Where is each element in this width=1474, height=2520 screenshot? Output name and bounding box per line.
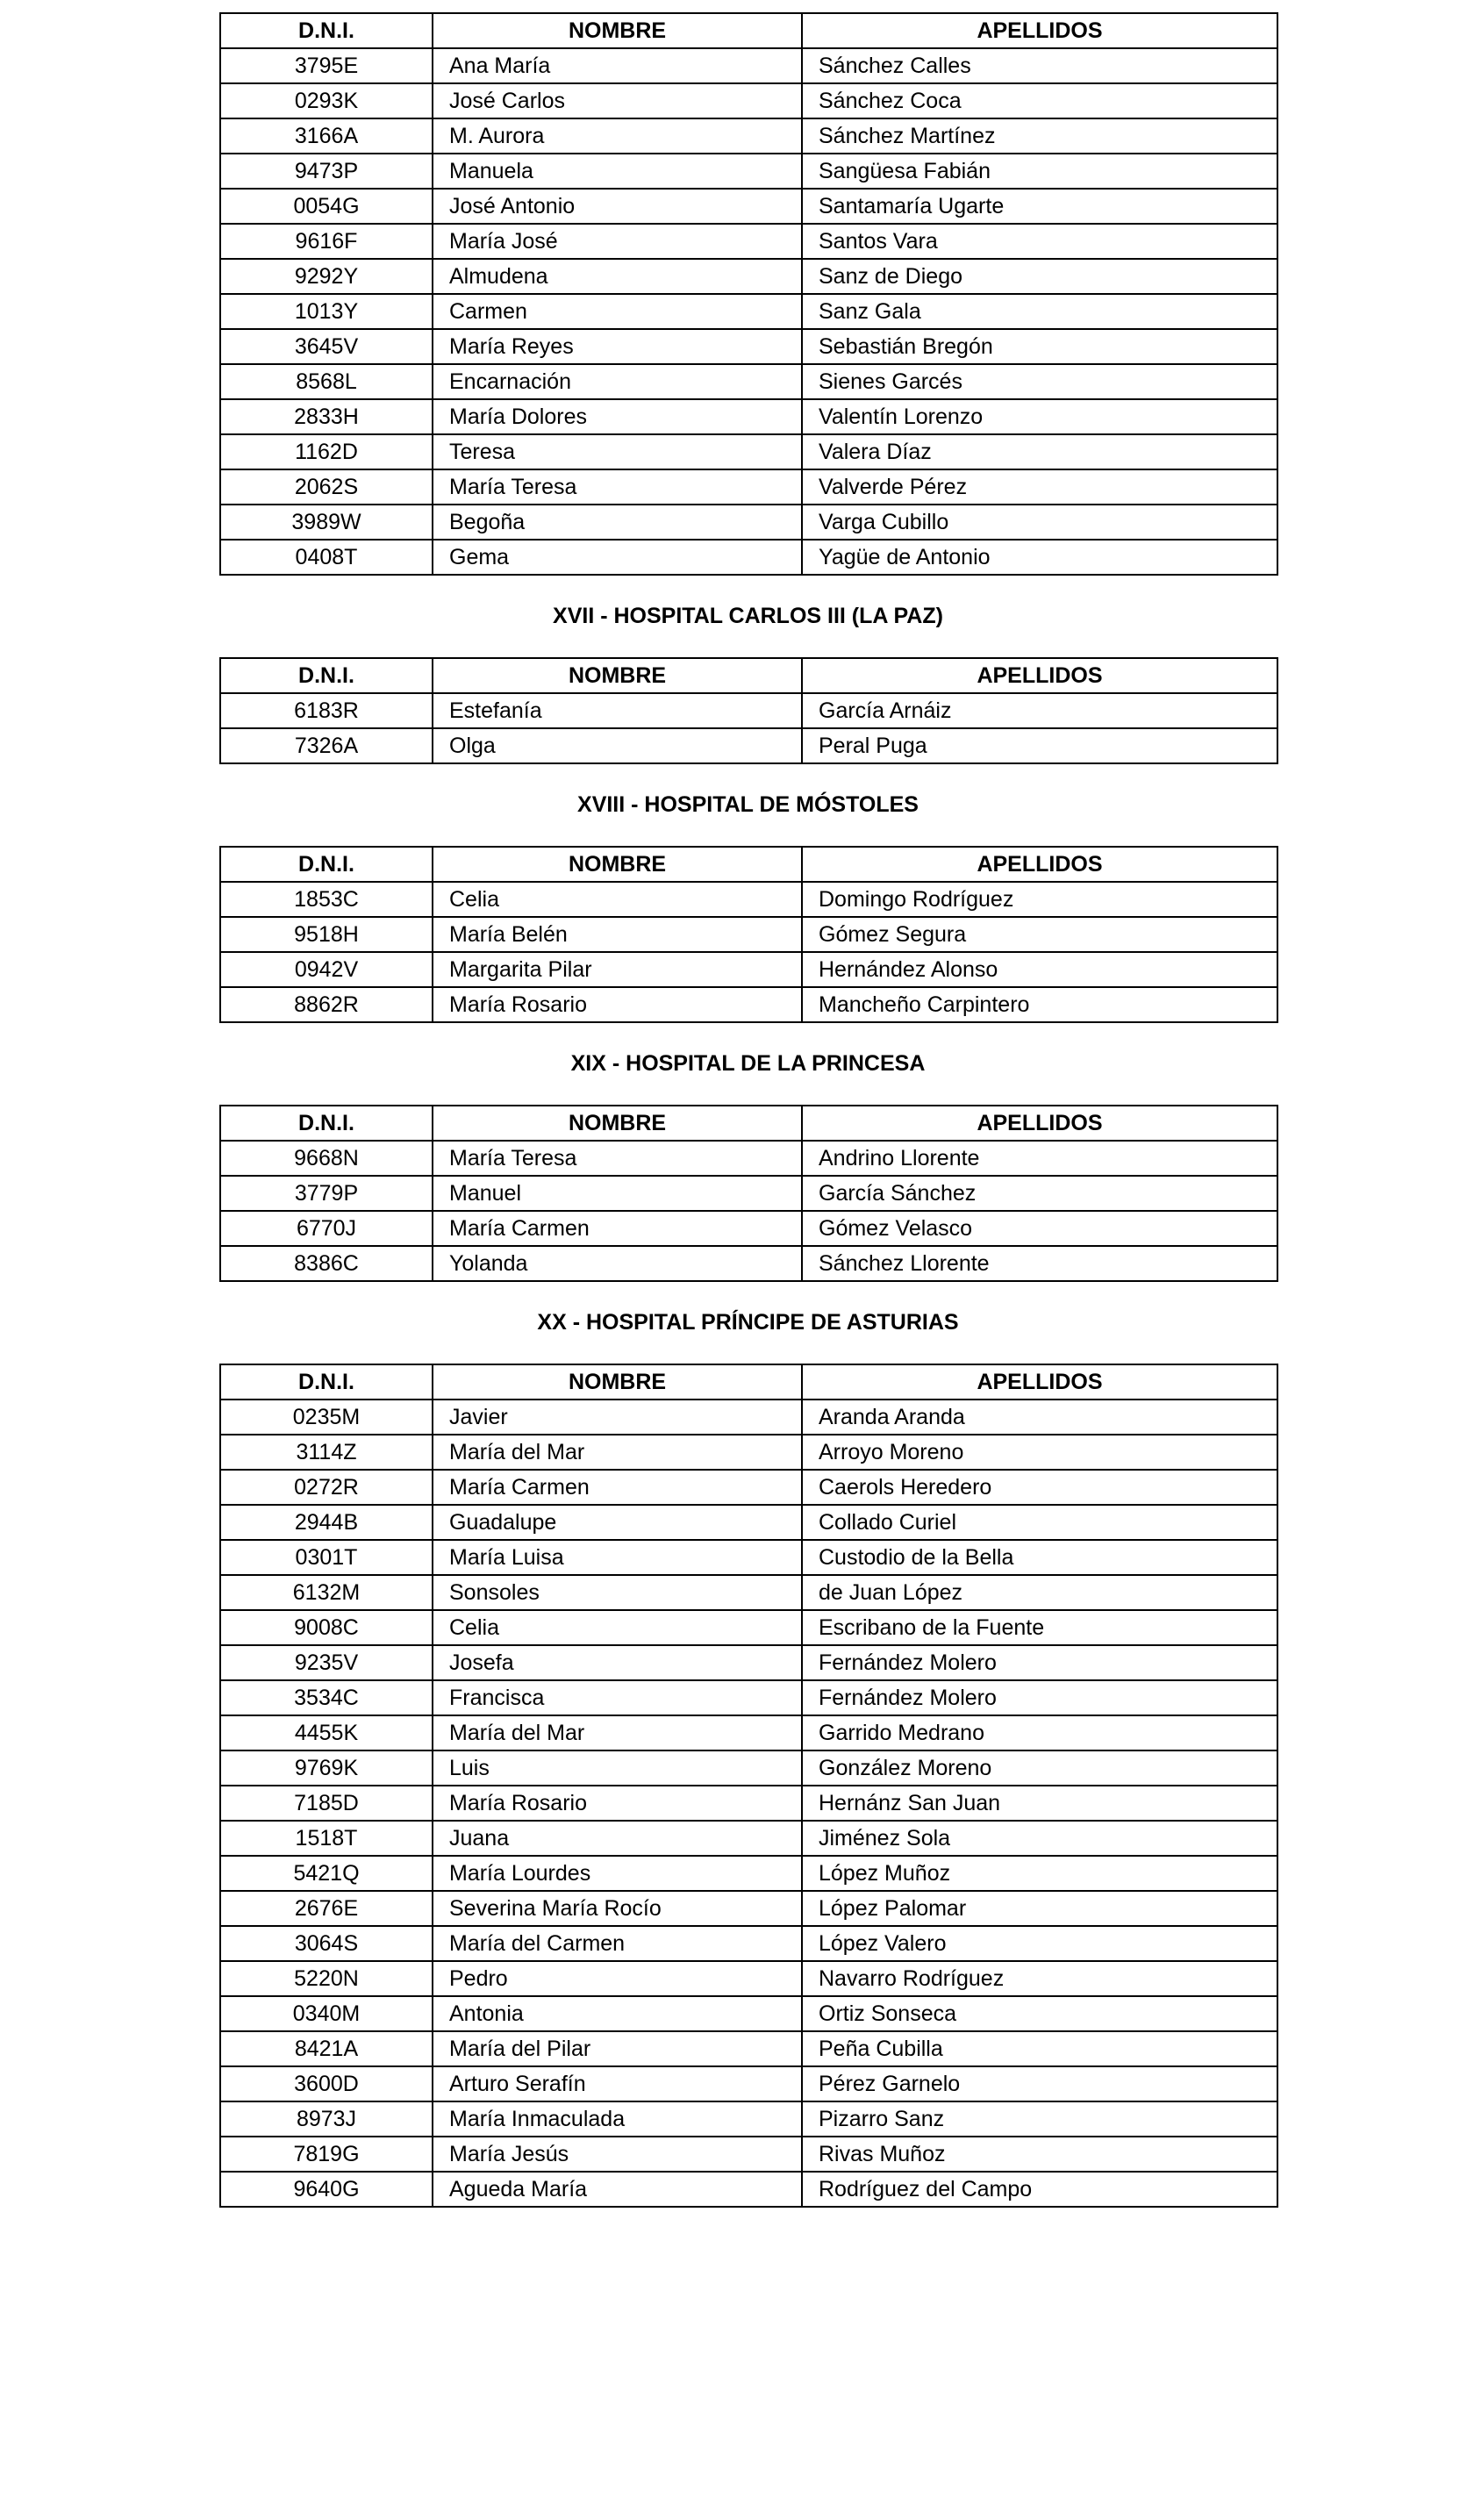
apellidos-cell: Andrino Llorente bbox=[802, 1141, 1277, 1176]
nombre-cell: Josefa bbox=[433, 1645, 802, 1680]
table-row bbox=[220, 1141, 1277, 1176]
apellidos-cell: López Valero bbox=[802, 1926, 1277, 1961]
table-row bbox=[220, 1715, 1277, 1750]
nombre-cell: Arturo Serafín bbox=[433, 2066, 802, 2101]
apellidos-cell: Peral Puga bbox=[802, 728, 1277, 763]
nombre-cell: Celia bbox=[433, 882, 802, 917]
nombre-cell: María Teresa bbox=[433, 469, 802, 505]
apellidos-cell: Sangüesa Fabián bbox=[802, 154, 1277, 189]
table-row bbox=[220, 2031, 1277, 2066]
apellidos-cell: Santos Vara bbox=[802, 224, 1277, 259]
header-nombre: NOMBRE bbox=[433, 13, 802, 48]
nombre-cell: Severina María Rocío bbox=[433, 1891, 802, 1926]
dni-cell: 0942V bbox=[220, 952, 433, 987]
dni-cell: 2944B bbox=[220, 1505, 433, 1540]
apellidos-cell: Gómez Segura bbox=[802, 917, 1277, 952]
table-row bbox=[220, 1540, 1277, 1575]
apellidos-cell: Escribano de la Fuente bbox=[802, 1610, 1277, 1645]
apellidos-cell: Aranda Aranda bbox=[802, 1400, 1277, 1435]
nombre-cell: María del Mar bbox=[433, 1715, 802, 1750]
dni-cell: 8386C bbox=[220, 1246, 433, 1281]
table-row bbox=[220, 1961, 1277, 1996]
nombre-cell: M. Aurora bbox=[433, 118, 802, 154]
table-row bbox=[220, 2101, 1277, 2137]
header-apellidos: APELLIDOS bbox=[802, 13, 1277, 48]
nombre-cell: Yolanda bbox=[433, 1246, 802, 1281]
dni-cell: 9518H bbox=[220, 917, 433, 952]
nombre-cell: Sonsoles bbox=[433, 1575, 802, 1610]
dni-cell: 9640G bbox=[220, 2172, 433, 2207]
table-row bbox=[220, 2172, 1277, 2207]
table-header-row bbox=[220, 847, 1277, 882]
table-row bbox=[220, 434, 1277, 469]
table-row bbox=[220, 540, 1277, 575]
staff-table bbox=[219, 1105, 1278, 1282]
dni-cell: 0293K bbox=[220, 83, 433, 118]
apellidos-cell: González Moreno bbox=[802, 1750, 1277, 1786]
table-row bbox=[220, 2066, 1277, 2101]
apellidos-cell: Ortiz Sonseca bbox=[802, 1996, 1277, 2031]
apellidos-cell: Hernánz San Juan bbox=[802, 1786, 1277, 1821]
staff-table bbox=[219, 12, 1278, 576]
dni-cell: 9235V bbox=[220, 1645, 433, 1680]
apellidos-cell: Garrido Medrano bbox=[802, 1715, 1277, 1750]
apellidos-cell: Caerols Heredero bbox=[802, 1470, 1277, 1505]
dni-cell: 7819G bbox=[220, 2137, 433, 2172]
table-row bbox=[220, 1926, 1277, 1961]
dni-cell: 1518T bbox=[220, 1821, 433, 1856]
nombre-cell: María Dolores bbox=[433, 399, 802, 434]
table-header-row bbox=[220, 658, 1277, 693]
table-row bbox=[220, 693, 1277, 728]
apellidos-cell: Peña Cubilla bbox=[802, 2031, 1277, 2066]
table-row bbox=[220, 1575, 1277, 1610]
dni-cell: 3534C bbox=[220, 1680, 433, 1715]
staff-table bbox=[219, 846, 1278, 1023]
dni-cell: 3166A bbox=[220, 118, 433, 154]
nombre-cell: José Carlos bbox=[433, 83, 802, 118]
table-row bbox=[220, 189, 1277, 224]
dni-cell: 9473P bbox=[220, 154, 433, 189]
table-row bbox=[220, 399, 1277, 434]
table-row bbox=[220, 1610, 1277, 1645]
dni-cell: 3064S bbox=[220, 1926, 433, 1961]
table-row bbox=[220, 1211, 1277, 1246]
table-row bbox=[220, 2137, 1277, 2172]
nombre-cell: Almudena bbox=[433, 259, 802, 294]
table-row bbox=[220, 294, 1277, 329]
dni-cell: 1853C bbox=[220, 882, 433, 917]
nombre-cell: Encarnación bbox=[433, 364, 802, 399]
nombre-cell: María del Mar bbox=[433, 1435, 802, 1470]
dni-cell: 7326A bbox=[220, 728, 433, 763]
nombre-cell: Olga bbox=[433, 728, 802, 763]
header-apellidos: APELLIDOS bbox=[802, 1364, 1277, 1400]
apellidos-cell: Valera Díaz bbox=[802, 434, 1277, 469]
table-row bbox=[220, 83, 1277, 118]
dni-cell: 3795E bbox=[220, 48, 433, 83]
apellidos-cell: Sebastián Bregón bbox=[802, 329, 1277, 364]
table-row bbox=[220, 1176, 1277, 1211]
nombre-cell: Begoña bbox=[433, 505, 802, 540]
nombre-cell: María del Pilar bbox=[433, 2031, 802, 2066]
apellidos-cell: Sienes Garcés bbox=[802, 364, 1277, 399]
nombre-cell: Carmen bbox=[433, 294, 802, 329]
nombre-cell: María Inmaculada bbox=[433, 2101, 802, 2137]
table-row bbox=[220, 259, 1277, 294]
apellidos-cell: Yagüe de Antonio bbox=[802, 540, 1277, 575]
nombre-cell: María Luisa bbox=[433, 1540, 802, 1575]
dni-cell: 6183R bbox=[220, 693, 433, 728]
table-row bbox=[220, 1246, 1277, 1281]
nombre-cell: María Reyes bbox=[433, 329, 802, 364]
dni-cell: 1162D bbox=[220, 434, 433, 469]
dni-cell: 6770J bbox=[220, 1211, 433, 1246]
apellidos-cell: Rodríguez del Campo bbox=[802, 2172, 1277, 2207]
dni-cell: 9008C bbox=[220, 1610, 433, 1645]
apellidos-cell: Sanz Gala bbox=[802, 294, 1277, 329]
dni-cell: 6132M bbox=[220, 1575, 433, 1610]
dni-cell: 8862R bbox=[220, 987, 433, 1022]
table-row bbox=[220, 1645, 1277, 1680]
staff-table bbox=[219, 657, 1278, 764]
dni-cell: 3114Z bbox=[220, 1435, 433, 1470]
section-title-xviii-hospital-de-mostoles: XVIII - HOSPITAL DE MÓSTOLES bbox=[577, 792, 919, 817]
table-row bbox=[220, 364, 1277, 399]
dni-cell: 5220N bbox=[220, 1961, 433, 1996]
nombre-cell: Margarita Pilar bbox=[433, 952, 802, 987]
apellidos-cell: Jiménez Sola bbox=[802, 1821, 1277, 1856]
table-header-row bbox=[220, 1364, 1277, 1400]
apellidos-cell: Sánchez Calles bbox=[802, 48, 1277, 83]
dni-cell: 5421Q bbox=[220, 1856, 433, 1891]
dni-cell: 2833H bbox=[220, 399, 433, 434]
apellidos-cell: Custodio de la Bella bbox=[802, 1540, 1277, 1575]
apellidos-cell: Santamaría Ugarte bbox=[802, 189, 1277, 224]
apellidos-cell: López Muñoz bbox=[802, 1856, 1277, 1891]
nombre-cell: Teresa bbox=[433, 434, 802, 469]
table-row bbox=[220, 1821, 1277, 1856]
dni-cell: 9769K bbox=[220, 1750, 433, 1786]
dni-cell: 9668N bbox=[220, 1141, 433, 1176]
header-dni: D.N.I. bbox=[220, 1364, 433, 1400]
dni-cell: 2676E bbox=[220, 1891, 433, 1926]
apellidos-cell: Pizarro Sanz bbox=[802, 2101, 1277, 2137]
table-row bbox=[220, 118, 1277, 154]
header-apellidos: APELLIDOS bbox=[802, 1106, 1277, 1141]
apellidos-cell: Fernández Molero bbox=[802, 1645, 1277, 1680]
nombre-cell: Guadalupe bbox=[433, 1505, 802, 1540]
table-row bbox=[220, 1435, 1277, 1470]
table-row bbox=[220, 329, 1277, 364]
table-row bbox=[220, 469, 1277, 505]
dni-cell: 7185D bbox=[220, 1786, 433, 1821]
table-header-row bbox=[220, 1106, 1277, 1141]
header-nombre: NOMBRE bbox=[433, 847, 802, 882]
table-row bbox=[220, 882, 1277, 917]
nombre-cell: Francisca bbox=[433, 1680, 802, 1715]
apellidos-cell: Gómez Velasco bbox=[802, 1211, 1277, 1246]
table-row bbox=[220, 1750, 1277, 1786]
table-row bbox=[220, 1505, 1277, 1540]
nombre-cell: Antonia bbox=[433, 1996, 802, 2031]
apellidos-cell: de Juan López bbox=[802, 1575, 1277, 1610]
table-row bbox=[220, 154, 1277, 189]
section-title-xx-hospital-principe-de-asturias: XX - HOSPITAL PRÍNCIPE DE ASTURIAS bbox=[537, 1310, 959, 1335]
apellidos-cell: Fernández Molero bbox=[802, 1680, 1277, 1715]
table-row bbox=[220, 224, 1277, 259]
apellidos-cell: López Palomar bbox=[802, 1891, 1277, 1926]
table-row bbox=[220, 1891, 1277, 1926]
dni-cell: 8973J bbox=[220, 2101, 433, 2137]
section-title-xix-hospital-de-la-princesa: XIX - HOSPITAL DE LA PRINCESA bbox=[570, 1051, 926, 1076]
header-nombre: NOMBRE bbox=[433, 1364, 802, 1400]
nombre-cell: Juana bbox=[433, 1821, 802, 1856]
apellidos-cell: García Sánchez bbox=[802, 1176, 1277, 1211]
header-dni: D.N.I. bbox=[220, 658, 433, 693]
dni-cell: 0272R bbox=[220, 1470, 433, 1505]
apellidos-cell: Pérez Garnelo bbox=[802, 2066, 1277, 2101]
dni-cell: 0235M bbox=[220, 1400, 433, 1435]
header-dni: D.N.I. bbox=[220, 847, 433, 882]
apellidos-cell: Valentín Lorenzo bbox=[802, 399, 1277, 434]
nombre-cell: Manuela bbox=[433, 154, 802, 189]
nombre-cell: María Carmen bbox=[433, 1211, 802, 1246]
dni-cell: 3779P bbox=[220, 1176, 433, 1211]
nombre-cell: María Belén bbox=[433, 917, 802, 952]
dni-cell: 4455K bbox=[220, 1715, 433, 1750]
nombre-cell: Manuel bbox=[433, 1176, 802, 1211]
dni-cell: 9616F bbox=[220, 224, 433, 259]
dni-cell: 3989W bbox=[220, 505, 433, 540]
table-row bbox=[220, 952, 1277, 987]
nombre-cell: María Rosario bbox=[433, 987, 802, 1022]
table-row bbox=[220, 48, 1277, 83]
nombre-cell: Gema bbox=[433, 540, 802, 575]
table-row bbox=[220, 1786, 1277, 1821]
dni-cell: 9292Y bbox=[220, 259, 433, 294]
table-row bbox=[220, 917, 1277, 952]
apellidos-cell: Hernández Alonso bbox=[802, 952, 1277, 987]
table-row bbox=[220, 728, 1277, 763]
table-row bbox=[220, 1856, 1277, 1891]
dni-cell: 3645V bbox=[220, 329, 433, 364]
nombre-cell: Celia bbox=[433, 1610, 802, 1645]
nombre-cell: María Jesús bbox=[433, 2137, 802, 2172]
table-header-row bbox=[220, 13, 1277, 48]
table-row bbox=[220, 1996, 1277, 2031]
apellidos-cell: Domingo Rodríguez bbox=[802, 882, 1277, 917]
apellidos-cell: Mancheño Carpintero bbox=[802, 987, 1277, 1022]
dni-cell: 8421A bbox=[220, 2031, 433, 2066]
dni-cell: 0408T bbox=[220, 540, 433, 575]
table-row bbox=[220, 505, 1277, 540]
dni-cell: 0054G bbox=[220, 189, 433, 224]
nombre-cell: Luis bbox=[433, 1750, 802, 1786]
dni-cell: 3600D bbox=[220, 2066, 433, 2101]
dni-cell: 0301T bbox=[220, 1540, 433, 1575]
nombre-cell: Ana María bbox=[433, 48, 802, 83]
document-page bbox=[219, 12, 1277, 2208]
apellidos-cell: Sánchez Llorente bbox=[802, 1246, 1277, 1281]
apellidos-cell: Valverde Pérez bbox=[802, 469, 1277, 505]
section-title-xvii-hospital-carlos-iii-la-paz: XVII - HOSPITAL CARLOS III (LA PAZ) bbox=[553, 604, 943, 628]
nombre-cell: Pedro bbox=[433, 1961, 802, 1996]
table-row bbox=[220, 987, 1277, 1022]
nombre-cell: Agueda María bbox=[433, 2172, 802, 2207]
nombre-cell: María Rosario bbox=[433, 1786, 802, 1821]
dni-cell: 2062S bbox=[220, 469, 433, 505]
table-row bbox=[220, 1470, 1277, 1505]
nombre-cell: María Teresa bbox=[433, 1141, 802, 1176]
apellidos-cell: Collado Curiel bbox=[802, 1505, 1277, 1540]
header-dni: D.N.I. bbox=[220, 13, 433, 48]
apellidos-cell: Rivas Muñoz bbox=[802, 2137, 1277, 2172]
apellidos-cell: Sánchez Coca bbox=[802, 83, 1277, 118]
apellidos-cell: Sánchez Martínez bbox=[802, 118, 1277, 154]
header-dni: D.N.I. bbox=[220, 1106, 433, 1141]
table-row bbox=[220, 1680, 1277, 1715]
dni-cell: 8568L bbox=[220, 364, 433, 399]
apellidos-cell: Arroyo Moreno bbox=[802, 1435, 1277, 1470]
table-row bbox=[220, 1400, 1277, 1435]
nombre-cell: María Lourdes bbox=[433, 1856, 802, 1891]
dni-cell: 0340M bbox=[220, 1996, 433, 2031]
nombre-cell: María Carmen bbox=[433, 1470, 802, 1505]
nombre-cell: Javier bbox=[433, 1400, 802, 1435]
nombre-cell: José Antonio bbox=[433, 189, 802, 224]
header-nombre: NOMBRE bbox=[433, 658, 802, 693]
nombre-cell: María del Carmen bbox=[433, 1926, 802, 1961]
apellidos-cell: Navarro Rodríguez bbox=[802, 1961, 1277, 1996]
header-nombre: NOMBRE bbox=[433, 1106, 802, 1141]
apellidos-cell: García Arnáiz bbox=[802, 693, 1277, 728]
apellidos-cell: Varga Cubillo bbox=[802, 505, 1277, 540]
header-apellidos: APELLIDOS bbox=[802, 658, 1277, 693]
apellidos-cell: Sanz de Diego bbox=[802, 259, 1277, 294]
dni-cell: 1013Y bbox=[220, 294, 433, 329]
staff-table bbox=[219, 1364, 1278, 2208]
nombre-cell: Estefanía bbox=[433, 693, 802, 728]
header-apellidos: APELLIDOS bbox=[802, 847, 1277, 882]
nombre-cell: María José bbox=[433, 224, 802, 259]
